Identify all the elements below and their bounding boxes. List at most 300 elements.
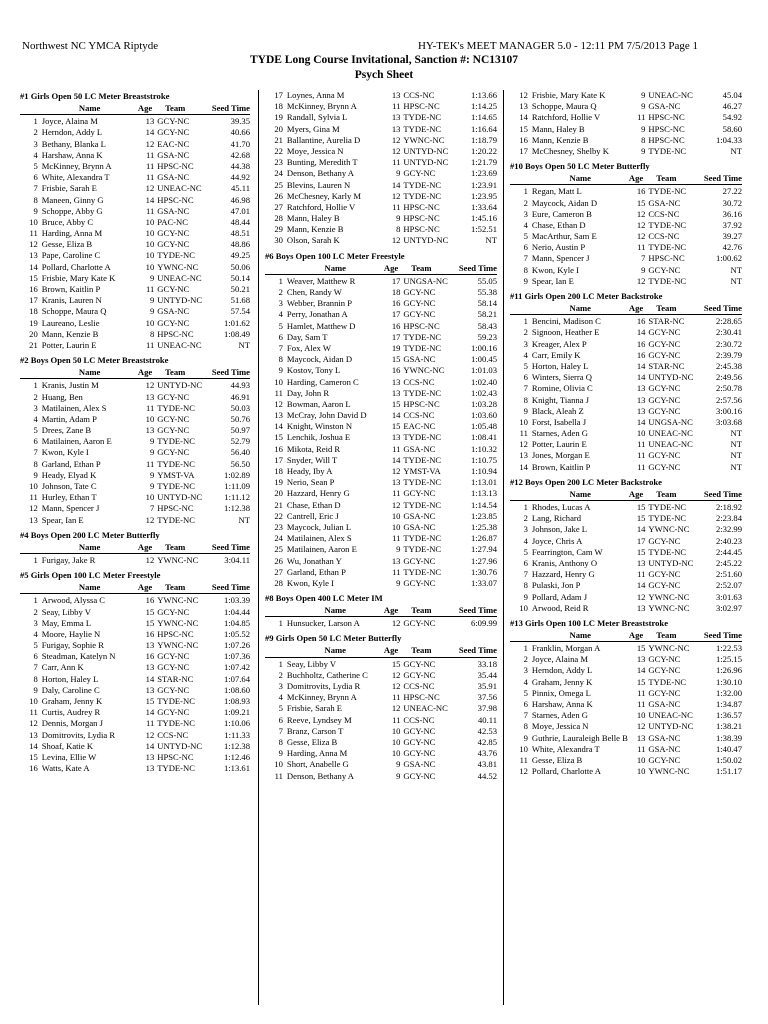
row-rank: 11 (29, 228, 38, 239)
row-rank: 7 (33, 183, 38, 194)
swimmer-team: TYDE-NC (157, 481, 195, 491)
swimmer-name: Fox, Alex W (286, 342, 331, 353)
table-row (20, 239, 250, 250)
swimmer-name: Mann, Spencer J (531, 253, 590, 264)
swimmer-team: GCY-NC (403, 770, 436, 781)
table-row (265, 365, 497, 376)
seed-time: 1:51.17 (715, 766, 743, 777)
swimmer-team: GSA-NC (648, 101, 681, 112)
table-row (265, 455, 497, 466)
swimmer-age: 13 (391, 387, 401, 398)
swimmer-age: 10 (145, 250, 155, 261)
swimmer-team: CCS-NC (403, 90, 435, 100)
seed-time: 1:23.95 (470, 190, 498, 201)
row-rank: 4 (523, 219, 528, 230)
row-rank: 3 (33, 617, 38, 628)
row-rank: 4 (523, 535, 528, 546)
swimmer-name: Matilainen, Alex S (286, 533, 352, 544)
seed-time: 50.03 (230, 402, 250, 413)
seed-time: 2:39.79 (715, 349, 743, 360)
swimmer-team: EAC-NC (157, 138, 190, 149)
swimmer-team: YWNC-NC (648, 524, 690, 535)
table-row (510, 383, 742, 394)
swimmer-age: 10 (145, 492, 155, 503)
header-age: Age (628, 629, 644, 640)
swimmer-team: GSA-NC (648, 197, 681, 208)
swimmer-age: 15 (145, 606, 155, 617)
swimmer-team: GCY-NC (157, 239, 190, 250)
swimmer-name: Ratchford, Hollie V (531, 112, 601, 123)
table-row (265, 298, 497, 309)
header-spacer (510, 173, 532, 184)
row-rank: 4 (33, 628, 38, 639)
row-rank: 11 (29, 707, 38, 718)
seed-time: 1:10.94 (470, 466, 498, 476)
swimmer-team: TYDE-NC (403, 544, 442, 555)
swimmer-name: Johnson, Jake L (531, 524, 588, 535)
seed-time: 33.18 (477, 658, 498, 669)
seed-time: 42.76 (722, 242, 743, 253)
seed-time: 1:38.39 (715, 732, 743, 743)
seed-time: 1:34.87 (715, 699, 743, 709)
event-title: #2 Boys Open 50 LC Meter Breaststroke (20, 355, 169, 366)
swimmer-name: Black, Aleah Z (531, 405, 584, 416)
swimmer-team: GCY-NC (157, 391, 190, 402)
row-rank: 19 (29, 317, 38, 328)
seed-time: 1:05.48 (470, 421, 498, 432)
header-name: Name (78, 582, 101, 593)
header-name: Name (78, 103, 101, 113)
seed-time: 2:44.45 (715, 546, 743, 557)
seed-time: 1:07.42 (223, 662, 250, 673)
row-rank: 2 (523, 654, 528, 665)
swimmer-name: Kwon, Kyle I (286, 577, 334, 588)
swimmer-name: Short, Anabelle G (286, 759, 349, 770)
swimmer-team: GSA-NC (403, 443, 436, 454)
row-rank: 24 (274, 168, 283, 179)
table-row (20, 284, 250, 295)
table-row (20, 730, 250, 741)
seed-time: 46.91 (230, 391, 250, 402)
header-spacer (510, 303, 532, 314)
table-row (265, 399, 497, 410)
swimmer-age: 14 (145, 127, 155, 138)
header-age: Age (383, 262, 399, 273)
swimmer-team: GCY-NC (648, 569, 681, 580)
seed-time: 1:02.40 (470, 376, 498, 387)
seed-time: 43.81 (477, 759, 498, 770)
table-row (510, 276, 742, 287)
table-row (265, 500, 497, 511)
swimmer-name: Webber, Brannin P (286, 298, 352, 309)
swimmer-age: 15 (636, 513, 646, 524)
seed-time: 1:40.47 (715, 743, 743, 754)
swimmer-team: UNTYD-NC (648, 721, 694, 732)
swimmer-name: Steadman, Katelyn N (41, 651, 116, 662)
swimmer-age: 13 (145, 425, 155, 436)
seed-time: 46.27 (722, 101, 743, 112)
row-rank: 10 (29, 216, 38, 227)
swimmer-age: 16 (391, 320, 401, 331)
swimmer-team: GSA-NC (648, 743, 681, 754)
swimmer-name: Brown, Kaitlin P (41, 284, 101, 294)
swimmer-team: TYDE-NC (403, 432, 442, 443)
seed-time: 2:49.56 (715, 372, 743, 383)
row-rank: 1 (278, 275, 283, 286)
table-row (20, 380, 250, 391)
swimmer-age: 11 (392, 566, 401, 577)
swimmer-age: 9 (149, 306, 155, 317)
table-row (510, 677, 742, 688)
swimmer-age: 14 (636, 372, 646, 383)
table-row (510, 547, 742, 558)
row-rank: 7 (523, 710, 528, 721)
seed-time: 2:57.56 (715, 394, 743, 405)
row-rank: 28 (274, 577, 283, 588)
swimmer-age: 9 (396, 759, 401, 770)
swimmer-name: Gesse, Eliza B (286, 736, 338, 747)
swimmer-age: 15 (636, 546, 646, 557)
event-block (510, 90, 742, 157)
row-rank: 1 (523, 316, 528, 327)
swimmer-name: Denson, Bethany A (286, 168, 354, 179)
swimmer-age: 10 (145, 228, 155, 239)
swimmer-name: Franklin, Morgan A (531, 643, 601, 654)
swimmer-age: 12 (636, 208, 646, 219)
table-header (20, 103, 250, 115)
event-title: #12 Boys Open 200 LC Meter Backstroke (510, 476, 662, 487)
seed-time: 48.44 (230, 216, 250, 227)
swimmer-name: Pollard, Adam J (531, 591, 588, 602)
seed-time: 1:23.69 (470, 168, 498, 179)
swimmer-age: 11 (145, 402, 155, 413)
seed-time: 2:18.92 (715, 502, 743, 512)
table-row (265, 567, 497, 578)
swimmer-age: 15 (636, 676, 646, 687)
seed-time: 1:33.64 (470, 201, 498, 212)
swimmer-team: HPSC-NC (648, 123, 685, 134)
row-rank: 18 (274, 466, 283, 476)
table-row (20, 618, 250, 629)
table-row (265, 477, 497, 488)
row-rank: 10 (519, 743, 528, 754)
swimmer-age: 12 (636, 219, 646, 230)
table-row (510, 135, 742, 146)
swimmer-name: Reeve, Lyndsey M (286, 714, 352, 725)
seed-time: 1:00.16 (470, 342, 498, 353)
row-rank: 5 (523, 546, 528, 557)
report-info: HY-TEK's MEET MANAGER 5.0 - 12:11 PM 7/5/2013 Page 1 (417, 40, 698, 52)
swimmer-team: HPSC-NC (157, 503, 194, 514)
swimmer-name: Huang, Ben (41, 391, 83, 402)
swimmer-name: Mann, Kenzie B (531, 134, 589, 145)
swimmer-team: GCY-NC (403, 488, 436, 499)
seed-time: 1:02.43 (470, 387, 498, 398)
swimmer-age: 7 (641, 253, 646, 264)
row-rank: 11 (274, 387, 283, 398)
swimmer-age: 11 (637, 112, 646, 123)
swimmer-name: Shoaf, Katie K (41, 740, 94, 751)
row-rank: 16 (274, 443, 283, 454)
table-row (265, 748, 497, 759)
header-seed-time: Seed Time (703, 488, 742, 499)
swimmer-team: GCY-NC (403, 168, 436, 179)
row-rank: 6 (523, 242, 528, 253)
swimmer-team: GCY-NC (403, 736, 436, 747)
table-row (510, 536, 742, 547)
table-row (265, 124, 497, 135)
swimmer-team: GCY-NC (648, 665, 681, 676)
row-rank: 11 (519, 428, 528, 439)
table-row (510, 603, 742, 614)
swimmer-team: HPSC-NC (648, 134, 685, 145)
swimmer-name: Matilainen, Aaron E (41, 436, 112, 447)
swimmer-name: Gesse, Eliza B (531, 754, 583, 765)
swimmer-team: GCY-NC (648, 405, 681, 416)
row-rank: 8 (278, 354, 283, 365)
swimmer-team: GCY-NC (403, 287, 436, 297)
row-rank: 18 (274, 101, 283, 112)
table-row (20, 217, 250, 228)
table-row (20, 206, 250, 217)
swimmer-age: 10 (636, 754, 646, 765)
swimmer-name: Maneen, Ginny G (41, 194, 104, 205)
seed-time: 39.27 (722, 231, 743, 242)
table-row (510, 439, 742, 450)
header-name: Name (324, 605, 346, 616)
swimmer-team: UNTYD-NC (403, 235, 449, 246)
swimmer-age: 13 (145, 640, 155, 651)
row-rank: 9 (278, 748, 283, 759)
swimmer-age: 16 (391, 298, 401, 309)
swimmer-name: Chen, Randy W (286, 287, 342, 297)
swimmer-name: Bethany, Blanka L (41, 138, 106, 149)
seed-time: 55.38 (477, 287, 498, 297)
row-rank: 13 (519, 101, 528, 112)
table-header (20, 542, 250, 554)
swimmer-name: Kostov, Tony L (286, 365, 341, 376)
row-rank: 4 (33, 413, 38, 424)
row-rank: 17 (519, 145, 528, 156)
row-rank: 6 (523, 372, 528, 383)
swimmer-name: Moore, Haylie N (41, 628, 101, 639)
swimmer-team: HPSC-NC (403, 213, 440, 224)
swimmer-age: 9 (149, 272, 155, 283)
row-rank: 17 (29, 295, 38, 306)
row-rank: 1 (523, 186, 528, 197)
table-row (265, 332, 497, 343)
swimmer-team: HPSC-NC (157, 194, 194, 205)
seed-time: NT (238, 514, 250, 525)
swimmer-age: 13 (145, 116, 155, 127)
swimmer-team: UNTYD-NC (157, 295, 203, 306)
table-row (265, 343, 497, 354)
table-row (265, 578, 497, 589)
swimmer-age: 14 (636, 580, 646, 591)
row-rank: 11 (29, 492, 38, 503)
row-rank: 17 (274, 90, 283, 100)
swimmer-team: GCY-NC (403, 309, 436, 320)
swimmer-name: Herndon, Addy L (41, 127, 103, 138)
swimmer-team: YWNC-NC (403, 365, 445, 376)
table-row (510, 665, 742, 676)
swimmer-age: 15 (391, 658, 401, 669)
swimmer-age: 12 (391, 235, 401, 246)
row-rank: 6 (33, 172, 38, 183)
table-row (265, 213, 497, 224)
row-rank: 3 (33, 402, 38, 413)
event-block (510, 473, 742, 614)
seed-time: 44.92 (230, 172, 250, 183)
row-rank: 7 (278, 342, 283, 353)
swimmer-age: 9 (641, 90, 646, 100)
swimmer-name: White, Alexandra T (41, 172, 110, 183)
swimmer-team: UNEAC-NC (157, 272, 202, 283)
row-rank: 1 (33, 116, 38, 127)
header-name: Name (78, 541, 101, 552)
seed-time: 56.40 (230, 447, 250, 458)
swimmer-age: 11 (637, 242, 646, 253)
swimmer-team: UNEAC-NC (648, 428, 693, 439)
event-title: #4 Boys Open 200 LC Meter Butterfly (20, 529, 160, 540)
swimmer-name: Branz, Carson T (286, 725, 344, 736)
event-block (265, 629, 497, 781)
swimmer-age: 12 (636, 721, 646, 732)
swimmer-team: GCY-NC (648, 580, 681, 591)
seed-time: NT (485, 235, 498, 246)
seed-time: NT (730, 450, 743, 461)
swimmer-team: TYDE-NC (403, 499, 442, 510)
swimmer-age: 16 (145, 595, 155, 606)
table-header (20, 582, 250, 594)
swimmer-age: 12 (145, 380, 155, 391)
seed-time: 3:03.68 (715, 416, 743, 427)
row-rank: 7 (523, 383, 528, 394)
header-seed-time: Seed Time (211, 367, 250, 378)
swimmer-age: 11 (145, 718, 155, 729)
row-rank: 8 (523, 580, 528, 591)
swimmer-name: Potter, Laurin E (41, 339, 97, 350)
swimmer-name: Perry, Jonathan A (286, 309, 348, 320)
table-row (20, 436, 250, 447)
table-row (265, 321, 497, 332)
swimmer-name: McCray, John David D (286, 410, 367, 421)
swimmer-name: Bunting, Meredith T (286, 157, 358, 168)
row-rank: 9 (33, 205, 38, 216)
swimmer-age: 9 (641, 264, 646, 275)
row-rank: 10 (29, 696, 38, 706)
swimmer-age: 12 (636, 591, 646, 602)
table-row (265, 737, 497, 748)
swimmer-name: Hazzard, Henry G (531, 569, 595, 580)
header-spacer (265, 645, 287, 656)
swimmer-team: TYDE-NC (403, 387, 442, 398)
swimmer-age: 11 (637, 461, 646, 472)
seed-time: 1:03.28 (470, 398, 498, 409)
table-row (265, 466, 497, 477)
swimmer-name: Kranis, Justin M (41, 380, 99, 391)
swimmer-team: TYDE-NC (157, 436, 195, 447)
swimmer-age: 13 (391, 477, 401, 488)
seed-time: 1:08.49 (223, 328, 250, 339)
table-row (20, 340, 250, 351)
row-rank: 9 (33, 684, 38, 695)
header-seed-time: Seed Time (211, 541, 250, 552)
row-rank: 19 (274, 112, 283, 123)
table-header (510, 173, 742, 185)
table-row (265, 146, 497, 157)
table-row (20, 183, 250, 194)
swimmer-team: UNTYD-NC (157, 380, 203, 391)
row-rank: 2 (278, 669, 283, 680)
row-rank: 1 (278, 658, 283, 669)
swimmer-name: Matilainen, Aaron E (286, 544, 357, 555)
swimmer-team: GCY-NC (403, 555, 436, 566)
row-rank: 6 (278, 714, 283, 725)
swimmer-name: Wu, Jonathan Y (286, 555, 342, 566)
swimmer-age: 11 (392, 443, 401, 454)
swimmer-name: Jones, Morgan E (531, 450, 590, 461)
swimmer-name: Horton, Haley L (41, 673, 99, 684)
table-row (20, 150, 250, 161)
seed-time: 58.14 (477, 298, 498, 309)
seed-time: 1:09.21 (223, 707, 250, 718)
seed-time: 1:11.12 (224, 492, 250, 503)
row-rank: 2 (33, 606, 38, 617)
row-rank: 8 (523, 264, 528, 275)
event-block (20, 566, 250, 774)
swimmer-age: 13 (636, 602, 646, 613)
table-row (510, 361, 742, 372)
swimmer-age: 15 (145, 617, 155, 628)
meet-title: TYDE Long Course Invitational, Sanction #: NC13107 (249, 54, 519, 66)
swimmer-age: 12 (145, 554, 155, 565)
swimmer-name: Carr, Ann K (41, 662, 84, 673)
swimmer-age: 11 (637, 687, 646, 698)
swimmer-team: GCY-NC (403, 725, 436, 736)
row-rank: 10 (29, 481, 38, 491)
swimmer-age: 15 (391, 398, 401, 409)
event-title: #8 Boys Open 400 LC Meter IM (265, 593, 383, 604)
row-rank: 7 (33, 662, 38, 673)
seed-time: 1:20.22 (470, 145, 498, 156)
row-rank: 8 (33, 194, 38, 205)
swimmer-name: Brown, Kaitlin P (531, 461, 591, 472)
row-rank: 23 (274, 521, 283, 532)
table-row (20, 403, 250, 414)
swimmer-team: GCY-NC (648, 327, 681, 338)
swimmer-name: Hurley, Ethan T (41, 492, 97, 503)
swimmer-team: GCY-NC (157, 425, 190, 436)
swimmer-name: McKinney, Brynn A (286, 101, 357, 112)
row-rank: 5 (523, 687, 528, 698)
table-row (20, 503, 250, 514)
swimmer-team: GCY-NC (157, 707, 190, 718)
table-row (20, 470, 250, 481)
table-row (265, 224, 497, 235)
report-subtitle: Psych Sheet (354, 69, 414, 81)
table-row (20, 674, 250, 685)
seed-time: 2:51.60 (715, 569, 743, 580)
swimmer-name: Hazzard, Henry G (286, 488, 350, 499)
swimmer-age: 13 (391, 90, 401, 100)
swimmer-age: 13 (391, 555, 401, 566)
table-row (510, 450, 742, 461)
swimmer-team: TYDE-NC (157, 696, 195, 706)
swimmer-team: TYDE-NC (648, 275, 687, 286)
header-spacer (265, 263, 287, 274)
swimmer-age: 12 (391, 466, 401, 476)
